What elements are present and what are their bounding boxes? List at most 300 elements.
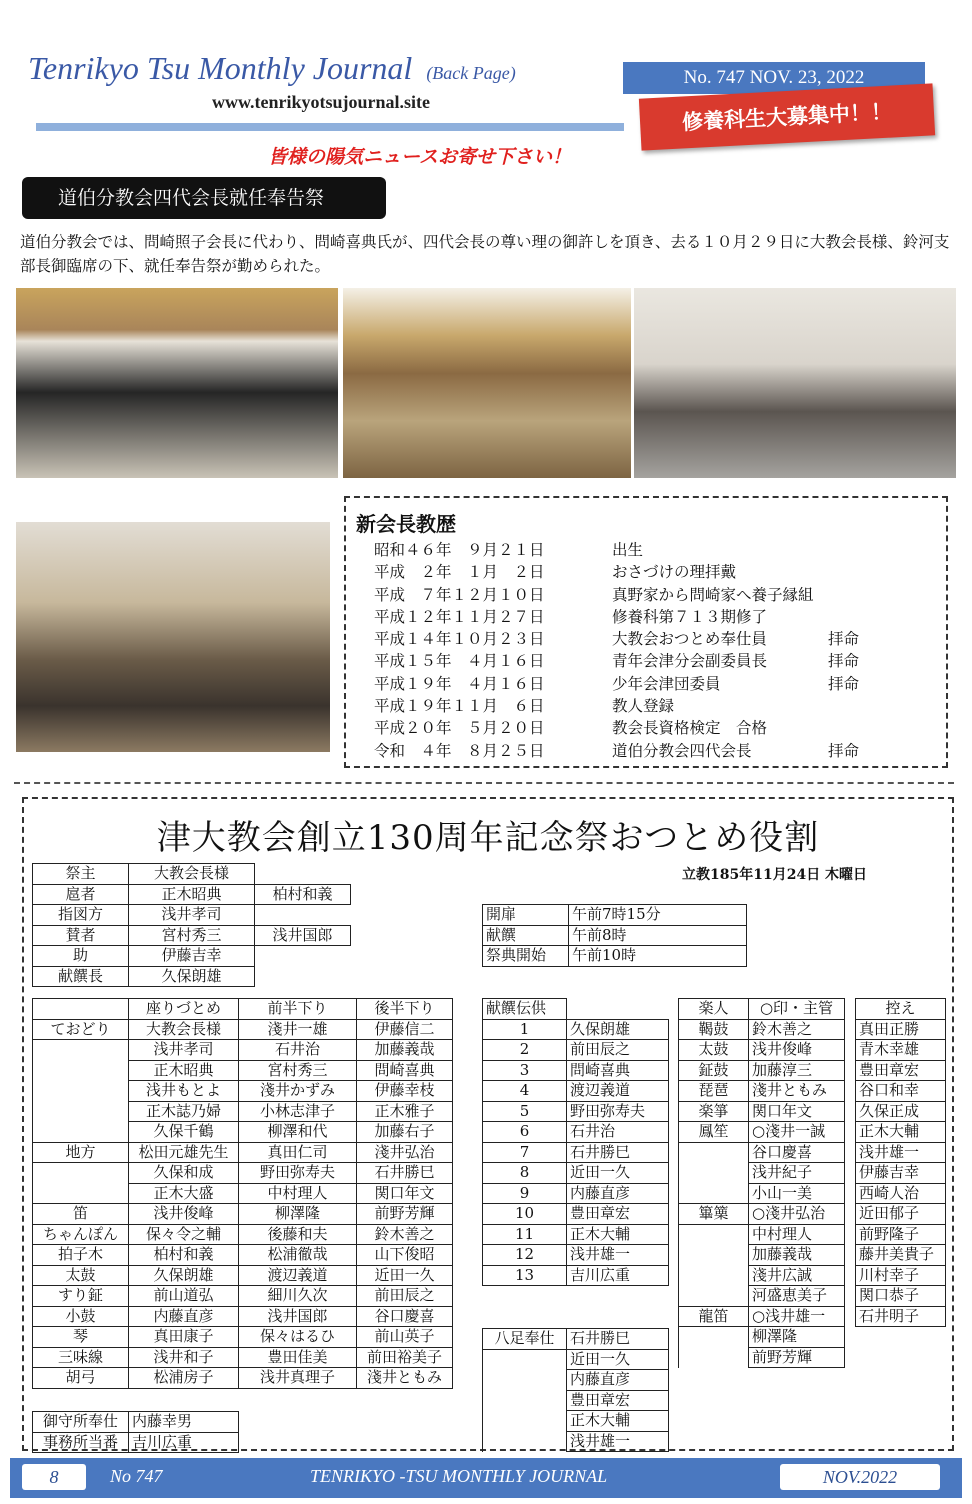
table-row: [33, 1245, 453, 1266]
table-row: [679, 1204, 845, 1225]
table-row: [374, 606, 859, 628]
table-row: [374, 695, 859, 717]
profile-event: 教人登録: [612, 697, 675, 716]
table-row: [374, 584, 859, 606]
person-name: 吉川広重: [567, 1265, 669, 1286]
table-row: [33, 884, 351, 905]
hachisoku-label: [483, 1349, 567, 1370]
person-name: 淺井広誠: [749, 1265, 845, 1286]
person-name: 浅井俊峰: [129, 1204, 239, 1225]
person-name: 正木大輔: [567, 1411, 669, 1432]
table-row: [856, 1183, 946, 1204]
table-row: [33, 1412, 239, 1433]
table-row: [483, 1081, 669, 1102]
profile-note: 拝命: [828, 741, 860, 760]
person-name: 正木誌乃婦: [129, 1101, 239, 1122]
instrument-label: [679, 1183, 749, 1204]
table-row: [856, 1142, 946, 1163]
schedule-label: 祭典開始: [483, 946, 569, 967]
table-row: [856, 999, 946, 1020]
role-label: 助: [33, 946, 129, 967]
person-name: 豊田章宏: [856, 1060, 946, 1081]
person-name: 浅井俊峰: [749, 1040, 845, 1061]
table-row: [483, 1019, 669, 1040]
column-header: 前半下り: [239, 999, 357, 1020]
instrument-label: 篳篥: [679, 1204, 749, 1225]
profile-event: 出生: [612, 541, 644, 559]
profile-table: [374, 539, 859, 762]
instrument-label: [679, 1224, 749, 1245]
part-label: [33, 1183, 129, 1204]
offering-number: 5: [483, 1101, 567, 1122]
instrument-label: 鳳笙: [679, 1122, 749, 1143]
table-row: [33, 1204, 453, 1225]
person-name: 正木大盛: [129, 1183, 239, 1204]
profile-note: [828, 695, 859, 717]
person-name: 細川久次: [239, 1286, 357, 1307]
altar-photo: [343, 288, 631, 478]
table-row: [33, 1101, 453, 1122]
hachisoku-label: 八足奉仕: [483, 1329, 567, 1350]
person-name: 石井勝巳: [567, 1329, 669, 1350]
group-photo: [16, 288, 338, 478]
back-page-label: (Back Page): [426, 63, 516, 83]
column-header: 後半下り: [357, 999, 453, 1020]
person-name: 前山英子: [357, 1327, 453, 1348]
role-label: 献饌長: [33, 966, 129, 987]
person-name: 加藤右子: [357, 1122, 453, 1143]
table-row: [679, 1183, 845, 1204]
person-name: 浅井雄一: [856, 1142, 946, 1163]
person-name: 鈴木善之: [357, 1224, 453, 1245]
person-name: 柳澤隆: [749, 1327, 845, 1348]
person-name: 浅井雄一: [567, 1245, 669, 1266]
schedule-label: 献饌: [483, 925, 569, 946]
person-name: 正木雅子: [357, 1101, 453, 1122]
person-name: 保々令之輔: [129, 1224, 239, 1245]
table-row: [856, 1081, 946, 1102]
table-row: [33, 1142, 453, 1163]
hachisoku-label: [483, 1411, 567, 1432]
person-name: 加藤淳三: [749, 1060, 845, 1081]
role-label: 祭主: [33, 864, 129, 885]
person-name: 石井治: [567, 1122, 669, 1143]
table-row: [483, 1060, 669, 1081]
part-label: [33, 1122, 129, 1143]
profile-note: [828, 717, 859, 739]
profile-date: 平成１９年１１月 ６日: [374, 697, 545, 716]
person-name: 浅井国郎: [239, 1306, 357, 1327]
hachisoku-label: [483, 1370, 567, 1391]
person-name: 藤井美貴子: [856, 1245, 946, 1266]
instrument-label: 鉦鼓: [679, 1060, 749, 1081]
table-row: [483, 925, 747, 946]
person-name: 前田裕美子: [357, 1347, 453, 1368]
offering-number: 9: [483, 1183, 567, 1204]
person-name: 正木大輔: [856, 1122, 946, 1143]
column-header: ○印・主管: [749, 999, 845, 1020]
table-row: [33, 1163, 453, 1184]
offering-number: 7: [483, 1142, 567, 1163]
profile-note: [828, 539, 859, 561]
table-row: [33, 966, 351, 987]
gakunin-table: [678, 998, 845, 1368]
schedule-time: 午前7時15分: [569, 905, 747, 926]
article-intro: 道伯分教会では、問崎照子会長に代わり、問崎喜典氏が、四代会長の尊い理の御許しを頂き、去る１０月２９日に大教会長様、鈴河支部長御臨席の下、就任奉告祭が勤められた。: [20, 233, 950, 275]
profile-note: 拝命: [828, 674, 860, 693]
person-name: 浅井真理子: [239, 1368, 357, 1389]
column-header: 控え: [856, 999, 946, 1020]
header-rule: [36, 123, 624, 131]
table-row: [483, 1122, 669, 1143]
profile-event: 教会長資格検定 合格: [612, 719, 768, 738]
person-name: 淺井一雄: [239, 1019, 357, 1040]
table-row: [679, 1286, 845, 1307]
person-name: 鈴木善之: [749, 1019, 845, 1040]
person-name: 浅井雄一: [567, 1431, 669, 1452]
table-row: [33, 1432, 239, 1453]
person-name: 中村理人: [749, 1224, 845, 1245]
offering-number: 2: [483, 1040, 567, 1061]
person-name: 正木昭典: [129, 884, 255, 905]
person-name: 柏村和義: [129, 1245, 239, 1266]
website-url[interactable]: www.tenrikyotsujournal.site: [212, 92, 431, 112]
table-row: [856, 1245, 946, 1266]
table-row: [679, 1142, 845, 1163]
profile-date: 昭和４６年 ９月２１日: [374, 541, 545, 559]
instrument-label: [679, 1163, 749, 1184]
offering-number: 10: [483, 1204, 567, 1225]
main-roles-table: [32, 998, 453, 1389]
journal-title: Tenrikyo Tsu Monthly Journal (Back Page): [28, 50, 516, 86]
person-name: 渡辺義道: [239, 1265, 357, 1286]
profile-date: 令和 ４年 ８月２５日: [374, 741, 545, 760]
person-name: 久保朗雄: [129, 1265, 239, 1286]
table-row: [679, 1245, 845, 1266]
table-row: [483, 1101, 669, 1122]
part-label: [33, 1163, 129, 1184]
profile-date: 平成 ２年 １月 ２日: [374, 563, 545, 582]
table-row: [679, 1040, 845, 1061]
offering-number: 13: [483, 1265, 567, 1286]
profile-event: 真野家から問崎家へ養子縁組: [612, 585, 814, 604]
table-row: [856, 1265, 946, 1286]
table-row: [374, 539, 859, 561]
person-name: 青木幸雄: [856, 1040, 946, 1061]
person-name: 大教会長様: [129, 864, 255, 885]
person-name: 浅井国郎: [255, 925, 351, 946]
table-row: [374, 650, 859, 672]
table-row: [33, 905, 351, 926]
person-name: 浅井紀子: [749, 1163, 845, 1184]
profile-event: おさづけの理拝戴: [612, 563, 737, 582]
table-row: [483, 946, 747, 967]
person-name: 柏村和義: [255, 884, 351, 905]
table-row: [33, 1040, 453, 1061]
table-row: [856, 1101, 946, 1122]
table-row: [679, 1081, 845, 1102]
office-label: 事務所当番: [33, 1432, 129, 1453]
person-name: 久保和成: [129, 1163, 239, 1184]
person-name: 谷口和幸: [856, 1081, 946, 1102]
person-name: 中村理人: [239, 1183, 357, 1204]
person-name: 前野芳輝: [749, 1347, 845, 1368]
schedule-time: 午前8時: [569, 925, 747, 946]
person-name: 野田弥寿夫: [567, 1101, 669, 1122]
person-name: 久保千鶴: [129, 1122, 239, 1143]
table-row: [33, 1327, 453, 1348]
profile-date: 平成 ７年１２月１０日: [374, 585, 545, 604]
part-label: 地方: [33, 1142, 129, 1163]
offering-number: 1: [483, 1019, 567, 1040]
person-name: 河盛恵美子: [749, 1286, 845, 1307]
table-row: [33, 1019, 453, 1040]
table-row: [679, 1265, 845, 1286]
profile-date: 平成１５年 ４月１６日: [374, 652, 545, 671]
person-name: 関口年文: [749, 1101, 845, 1122]
profile-box: [344, 496, 948, 768]
profile-date: 平成１４年１０月２３日: [374, 630, 545, 649]
part-label: [33, 1101, 129, 1122]
person-name: 問崎喜典: [357, 1060, 453, 1081]
person-name: 前田辰之: [567, 1040, 669, 1061]
person-name: 柳澤隆: [239, 1204, 357, 1225]
table-row: [483, 1204, 669, 1225]
part-label: 笛: [33, 1204, 129, 1225]
section-label: 道伯分教会四代会長就任奉告祭: [22, 177, 386, 219]
table-row: [856, 1163, 946, 1184]
person-name: [255, 946, 351, 967]
instrument-label: 琵琶: [679, 1081, 749, 1102]
part-label: ちゃんぽん: [33, 1224, 129, 1245]
column-header: [33, 999, 129, 1020]
profile-event: 道伯分教会四代会長: [612, 741, 752, 760]
person-name: 宮村秀三: [129, 925, 255, 946]
table-row: [483, 1163, 669, 1184]
table-row: [33, 946, 351, 967]
person-name: 伊藤吉幸: [129, 946, 255, 967]
officials-table: [32, 863, 351, 987]
person-name: 小林志津子: [239, 1101, 357, 1122]
part-label: 三味線: [33, 1347, 129, 1368]
issue-banner: No. 747 NOV. 23, 2022: [623, 62, 925, 94]
person-name: 川村幸子: [856, 1265, 946, 1286]
person-name: 淺井ともみ: [357, 1368, 453, 1389]
instrument-label: [679, 1142, 749, 1163]
person-name: 久保正成: [856, 1101, 946, 1122]
table-row: [856, 1224, 946, 1245]
part-label: 胡弓: [33, 1368, 129, 1389]
service-photo: [16, 522, 330, 752]
profile-date: 平成１９年 ４月１６日: [374, 674, 545, 693]
hachisoku-label: [483, 1431, 567, 1452]
person-name: 内藤直彦: [129, 1306, 239, 1327]
table-row: [33, 999, 453, 1020]
roles-title: 津大教会創立130周年記念祭おつとめ役割: [156, 818, 820, 858]
column-header: 楽人: [679, 999, 749, 1020]
footer-journal: TENRIKYO -TSU MONTHLY JOURNAL: [310, 1466, 608, 1486]
person-name: 問崎喜典: [567, 1060, 669, 1081]
reception-photo: [634, 288, 956, 478]
person-name: 渡辺義道: [567, 1081, 669, 1102]
offering-number: 6: [483, 1122, 567, 1143]
person-name: 伊藤信二: [357, 1019, 453, 1040]
table-row: [374, 740, 859, 762]
offering-number: 11: [483, 1224, 567, 1245]
person-name: 近田一久: [567, 1349, 669, 1370]
table-row: [33, 1183, 453, 1204]
table-row: [483, 1265, 669, 1286]
role-label: 扈者: [33, 884, 129, 905]
profile-event: 青年会津分会副委員長: [612, 652, 768, 671]
table-row: [374, 628, 859, 650]
person-name: ○淺井一誠: [749, 1122, 845, 1143]
profile-note: [828, 606, 859, 628]
profile-event: 修養科第７１３期修了: [612, 607, 768, 626]
part-label: ておどり: [33, 1019, 129, 1040]
offering-table: [482, 998, 669, 1286]
person-name: 松浦徹哉: [239, 1245, 357, 1266]
offering-number: 12: [483, 1245, 567, 1266]
table-row: [679, 1122, 845, 1143]
offering-number: 3: [483, 1060, 567, 1081]
instrument-label: [679, 1265, 749, 1286]
divider: [14, 782, 954, 784]
table-row: [856, 1204, 946, 1225]
person-name: 真田正勝: [856, 1019, 946, 1040]
person-name: 前田辰之: [357, 1286, 453, 1307]
table-row: [483, 1349, 669, 1370]
person-name: 豊田佳美: [239, 1347, 357, 1368]
table-row: [33, 1081, 453, 1102]
table-row: [483, 1390, 669, 1411]
person-name: 正木大輔: [567, 1224, 669, 1245]
person-name: 石井治: [239, 1040, 357, 1061]
schedule-label: 開扉: [483, 905, 569, 926]
table-row: [483, 1224, 669, 1245]
profile-date: 平成１２年１１月２７日: [374, 607, 545, 626]
instrument-label: 楽箏: [679, 1101, 749, 1122]
instrument-label: [679, 1286, 749, 1307]
person-name: 大教会長様: [129, 1019, 239, 1040]
schedule-time: 午前10時: [569, 946, 747, 967]
table-row: [483, 1040, 669, 1061]
person-name: 浅井孝司: [129, 905, 255, 926]
reserve-table: [855, 998, 946, 1327]
person-name: 谷口慶喜: [749, 1142, 845, 1163]
roles-date: 立教185年11月24日 木曜日: [682, 867, 868, 883]
table-row: [33, 1122, 453, 1143]
offering-number: 4: [483, 1081, 567, 1102]
table-row: [33, 864, 351, 885]
person-name: 加藤義哉: [357, 1040, 453, 1061]
news-request: 皆様の陽気ニュースお寄せ下さい！: [268, 146, 572, 168]
table-row: [483, 1329, 669, 1350]
person-name: 近田一久: [357, 1265, 453, 1286]
recruit-banner: 修養科生大募集中！！: [639, 83, 935, 150]
office-label: 御守所奉仕: [33, 1412, 129, 1433]
table-row: [374, 561, 859, 583]
table-row: [483, 1411, 669, 1432]
person-name: 谷口慶喜: [357, 1306, 453, 1327]
table-row: [856, 1040, 946, 1061]
table-row: [679, 1060, 845, 1081]
hachisoku-table: [482, 1328, 669, 1452]
person-name: ○浅井雄一: [749, 1306, 845, 1327]
person-name: 山下俊昭: [357, 1245, 453, 1266]
table-row: [679, 1224, 845, 1245]
person-name: 石井勝巳: [357, 1163, 453, 1184]
person-name: 吉川広重: [129, 1432, 239, 1453]
profile-note: 拝命: [828, 630, 860, 649]
table-row: [33, 1368, 453, 1389]
table-row: [856, 1306, 946, 1327]
person-name: 前野隆子: [856, 1224, 946, 1245]
person-name: 浅井孝司: [129, 1040, 239, 1061]
table-row: [679, 1163, 845, 1184]
table-row: [374, 673, 859, 695]
person-name: 真田仁司: [239, 1142, 357, 1163]
part-label: 小鼓: [33, 1306, 129, 1327]
footer-page: 8: [22, 1464, 86, 1490]
profile-title: 新会長教歴: [356, 512, 456, 536]
person-name: 後藤和夫: [239, 1224, 357, 1245]
office-table: [32, 1411, 239, 1453]
person-name: 豊田章宏: [567, 1390, 669, 1411]
table-row: [33, 1265, 453, 1286]
person-name: 久保朗雄: [129, 966, 255, 987]
table-row: [483, 1183, 669, 1204]
table-row: [856, 1060, 946, 1081]
offering-number: 8: [483, 1163, 567, 1184]
table-row: [483, 999, 669, 1020]
person-name: 宮村秀三: [239, 1060, 357, 1081]
column-header: 座りづとめ: [129, 999, 239, 1020]
instrument-label: [679, 1327, 749, 1348]
person-name: 淺井ともみ: [749, 1081, 845, 1102]
profile-note: [828, 561, 859, 583]
table-row: [33, 925, 351, 946]
person-name: 内藤直彦: [567, 1370, 669, 1391]
part-label: [33, 1040, 129, 1061]
person-name: 真田康子: [129, 1327, 239, 1348]
person-name: 野田弥寿夫: [239, 1163, 357, 1184]
part-label: [33, 1060, 129, 1081]
instrument-label: 龍笛: [679, 1306, 749, 1327]
table-row: [679, 1019, 845, 1040]
table-row: [856, 1286, 946, 1307]
table-row: [856, 1122, 946, 1143]
table-row: [679, 1306, 845, 1327]
part-label: 太鼓: [33, 1265, 129, 1286]
table-row: [483, 905, 747, 926]
person-name: 正木昭典: [129, 1060, 239, 1081]
person-name: 前山道弘: [129, 1286, 239, 1307]
person-name: 浅井もとよ: [129, 1081, 239, 1102]
profile-event: 大教会おつとめ奉仕員: [612, 630, 767, 649]
person-name: 石井明子: [856, 1306, 946, 1327]
schedule-table: [482, 904, 747, 967]
instrument-label: [679, 1347, 749, 1368]
footer-date: NOV.2022: [780, 1464, 940, 1490]
person-name: 近田郁子: [856, 1204, 946, 1225]
person-name: 久保朗雄: [567, 1019, 669, 1040]
instrument-label: [679, 1245, 749, 1266]
person-name: [255, 905, 351, 926]
profile-date: 平成２０年 ５月２０日: [374, 719, 545, 738]
table-row: [856, 1019, 946, 1040]
column-header: 献饌伝供: [483, 999, 567, 1020]
